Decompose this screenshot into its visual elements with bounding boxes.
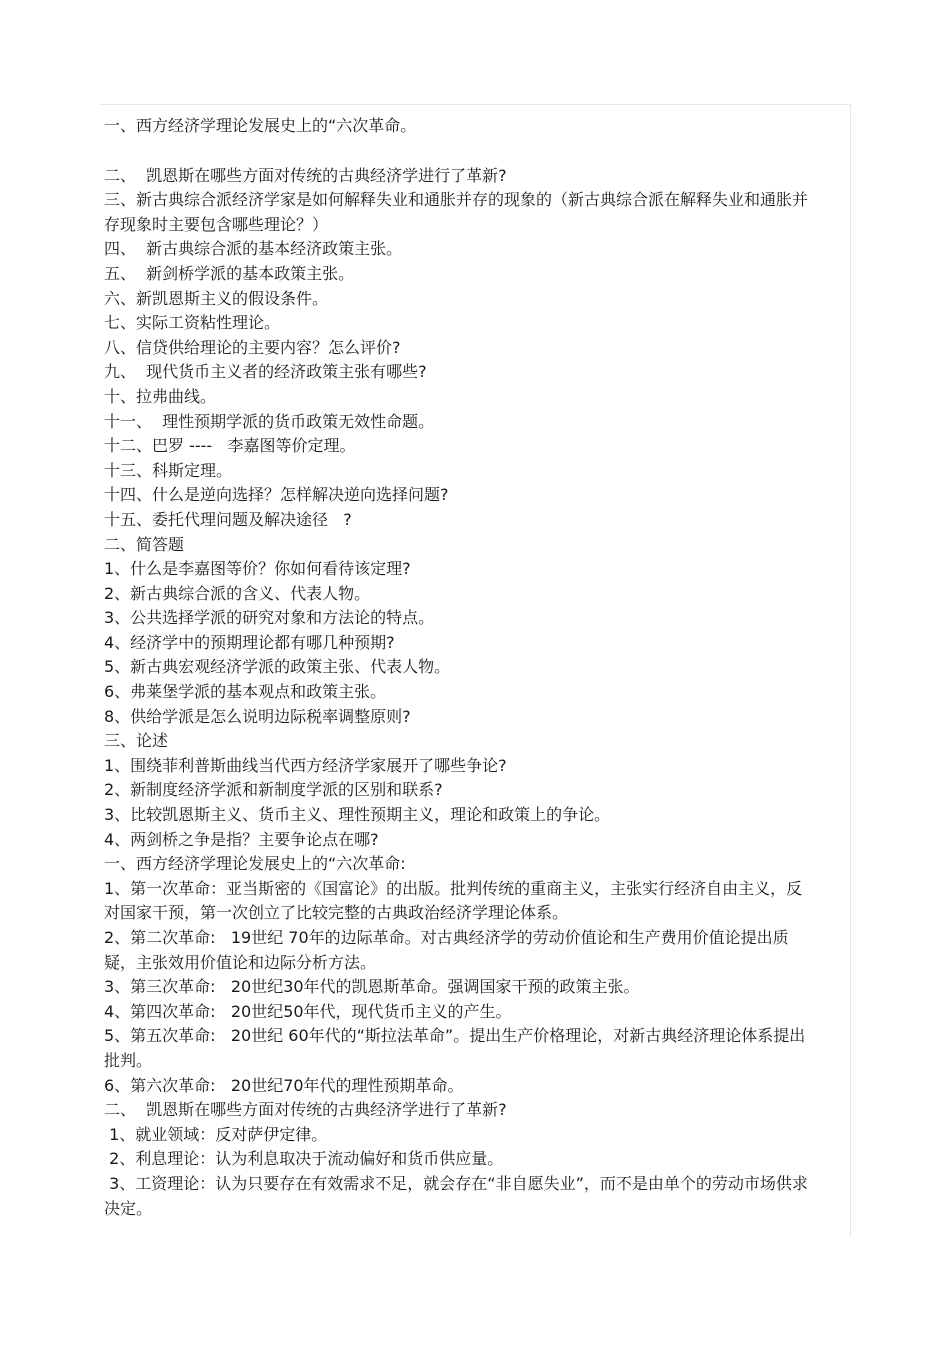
short-answer-item: 3、公共选择学派的研究对象和方法论的特点。: [104, 608, 435, 628]
question-adverse-selection: 十四、什么是逆向选择？怎样解决逆向选择问题?: [104, 485, 449, 505]
revolution-item: 4、第四次革命: 20世纪50年代，现代货币主义的产生。: [104, 1001, 512, 1021]
essay-item: 2、新制度经济学派和新制度学派的区别和联系?: [104, 780, 443, 800]
blank-gap: [104, 139, 814, 164]
question-laffer-curve: 十、拉弗曲线。: [104, 386, 217, 406]
short-answer-item: 5、新古典宏观经济学派的政策主张、代表人物。: [104, 657, 451, 677]
keynes-item: 2、利息理论：认为利息取决于流动偏好和货币供应量。: [104, 1149, 504, 1169]
question-neoclassical-stagflation: 三、新古典综合派经济学家是如何解释失业和通胀并存的现象的（新古典综合派在解释失业和通胀并存现象时主要包含哪些理论？）: [104, 190, 809, 234]
keynes-item: 3、工资理论：认为只要存在有效需求不足，就会存在“非自愿失业”，而不是由单个的劳动市场供求决定。: [104, 1173, 808, 1218]
revolution-item: 5、第五次革命: 20世纪 60年代的“斯拉法革命”。提出生产价格理论，对新古典经济理论体系提出批判。: [104, 1026, 806, 1070]
short-answer-item: 2、新古典综合派的含义、代表人物。: [104, 583, 371, 603]
section-essay: 三、论述: [104, 731, 169, 751]
question-monetarist-policy: 九、 现代货币主义者的经济政策主张有哪些?: [104, 362, 427, 382]
essay-item: 4、两剑桥之争是指？主要争论点在哪?: [104, 829, 379, 849]
essay-item: 3、比较凯恩斯主义、货币主义、理性预期主义，理论和政策上的争论。: [104, 805, 611, 825]
question-principal-agent: 十五、委托代理问题及解决途径 ?: [104, 509, 352, 529]
short-answer-item: 6、弗莱堡学派的基本观点和政策主张。: [104, 682, 387, 702]
short-answer-item: 1、什么是李嘉图等价？你如何看待该定理?: [104, 559, 411, 579]
question-new-keynesian-assumptions: 六、新凯恩斯主义的假设条件。: [104, 288, 329, 308]
question-new-cambridge-policy: 五、 新剑桥学派的基本政策主张。: [104, 263, 355, 283]
question-neoclassical-policy: 四、 新古典综合派的基本经济政策主张。: [104, 239, 403, 259]
answer-heading-keynes: 二、 凯恩斯在哪些方面对传统的古典经济学进行了革新?: [104, 1100, 507, 1120]
question-barro-ricardo: 十二、巴罗 ---- 李嘉图等价定理。: [104, 436, 356, 456]
document-body: [104, 114, 814, 1221]
question-real-wage-rigidity: 七、实际工资粘性理论。: [104, 313, 281, 333]
short-answer-item: 8、供给学派是怎么说明边际税率调整原则?: [104, 706, 411, 726]
heading-six-revolutions: 一、西方经济学理论发展史上的“六次革命。: [104, 116, 417, 135]
answer-heading-six-revolutions: 一、西方经济学理论发展史上的“六次革命:: [104, 854, 406, 874]
revolution-item: 1、第一次革命：亚当斯密的《国富论》的出版。批判传统的重商主义，主张实行经济自由主义，反对国家干预，第一次创立了比较完整的古典政治经济学理论体系。: [104, 878, 803, 923]
essay-item: 1、围绕菲利普斯曲线当代西方经济学家展开了哪些争论?: [104, 755, 507, 775]
section-short-answer: 二、简答题: [104, 534, 185, 554]
revolution-item: 2、第二次革命: 19世纪 70年的边际革命。对古典经济学的劳动价值论和生产费用价值论提出质疑，主张效用价值论和边际分析方法。: [104, 928, 789, 972]
keynes-item: 1、就业领域：反对萨伊定律。: [104, 1124, 328, 1144]
revolution-item: 3、第三次革命: 20世纪30年代的凯恩斯革命。强调国家干预的政策主张。: [104, 977, 640, 997]
short-answer-item: 4、经济学中的预期理论都有哪几种预期?: [104, 632, 395, 652]
question-policy-ineffectiveness: 十一、 理性预期学派的货币政策无效性命题。: [104, 411, 435, 431]
question-coase-theorem: 十三、科斯定理。: [104, 460, 233, 480]
question-credit-supply: 八、信贷供给理论的主要内容？怎么评价?: [104, 337, 401, 357]
revolution-item: 6、第六次革命: 20世纪70年代的理性预期革命。: [104, 1075, 464, 1095]
question-keynes-innovation: 二、 凯恩斯在哪些方面对传统的古典经济学进行了革新?: [104, 165, 507, 185]
